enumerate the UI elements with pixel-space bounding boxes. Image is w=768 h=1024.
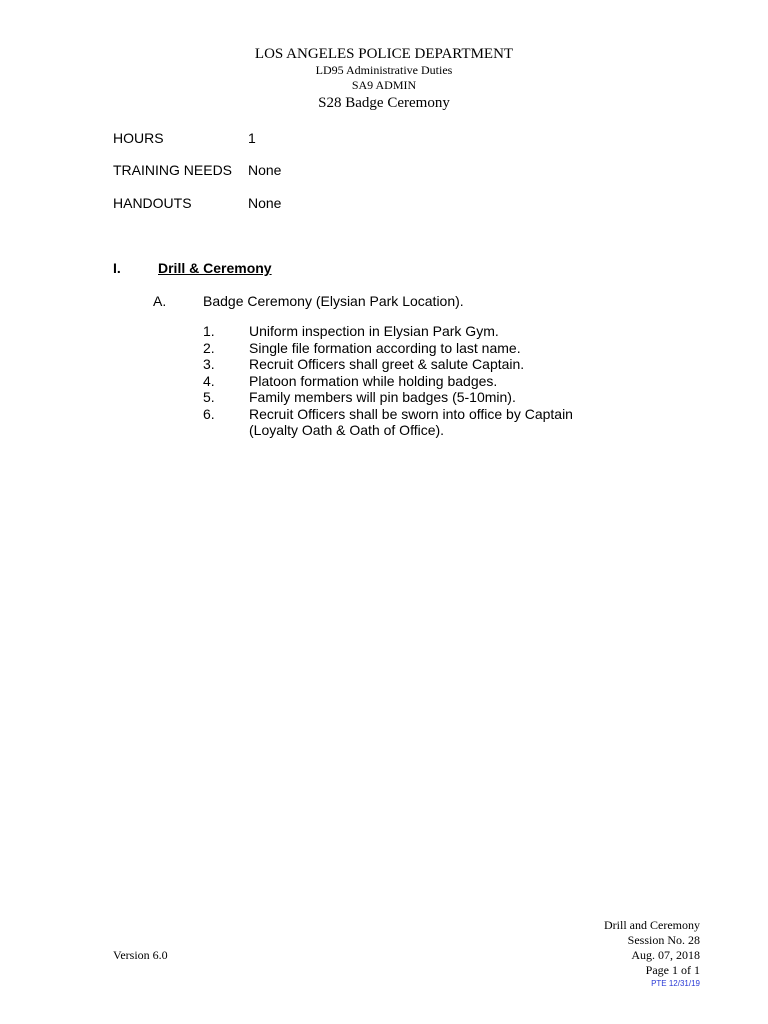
footer-subject: Drill and Ceremony [604,918,700,932]
section-title: Drill & Ceremony [158,260,272,276]
document-footer [604,918,700,990]
list-item-number: 4. [203,372,215,389]
list-item-number: 3. [203,356,215,372]
footer-session: Session No. 28 [627,933,700,947]
course-name: LD95 Administrative Duties [315,63,453,77]
subsection-text: Badge Ceremony (Elysian Park Location). [203,293,464,309]
list-item [203,323,629,340]
list-item [203,373,629,390]
list-item-number: 5. [203,389,215,405]
session-title: S28 Badge Ceremony [318,95,450,111]
footer-page-number: Page 1 of 1 [645,963,700,977]
procedure-list [203,323,629,439]
list-item-number: 2. [203,339,215,356]
list-item [203,389,629,406]
list-item [203,340,629,357]
version-label: Version 6.0 [113,948,168,962]
list-item-text: Uniform inspection in Elysian Park Gym. [249,323,499,339]
section-number: I. [113,260,121,276]
meta-value: 1 [248,130,256,146]
pte-stamp: PTE 12/31/19 [651,979,700,988]
list-item-number: 6. [203,405,215,422]
admin-label: SA9 ADMIN [351,78,417,92]
list-item-text: Single file formation according to last name. [249,339,521,356]
list-item-text: Recruit Officers shall greet & salute Captain. [249,356,525,372]
list-item [203,356,629,373]
department-name: LOS ANGELES POLICE DEPARTMENT [254,46,514,62]
meta-label: HOURS [113,130,164,146]
meta-label: TRAINING NEEDS [113,162,233,178]
list-item-text: Family members will pin badges (5-10min). [249,389,516,405]
meta-value: None [248,162,282,178]
list-item [203,406,629,439]
footer-date: Aug. 07, 2018 [631,948,700,962]
list-item-text: Recruit Officers shall be sworn into office by Captain (Loyalty Oath & Oath of Office). [249,405,573,438]
document-header [0,45,768,113]
subsection-letter: A. [153,293,167,309]
meta-value: None [248,195,282,211]
meta-label: HANDOUTS [113,195,192,211]
list-item-number: 1. [203,323,215,339]
list-item-text: Platoon formation while holding badges. [249,372,498,389]
